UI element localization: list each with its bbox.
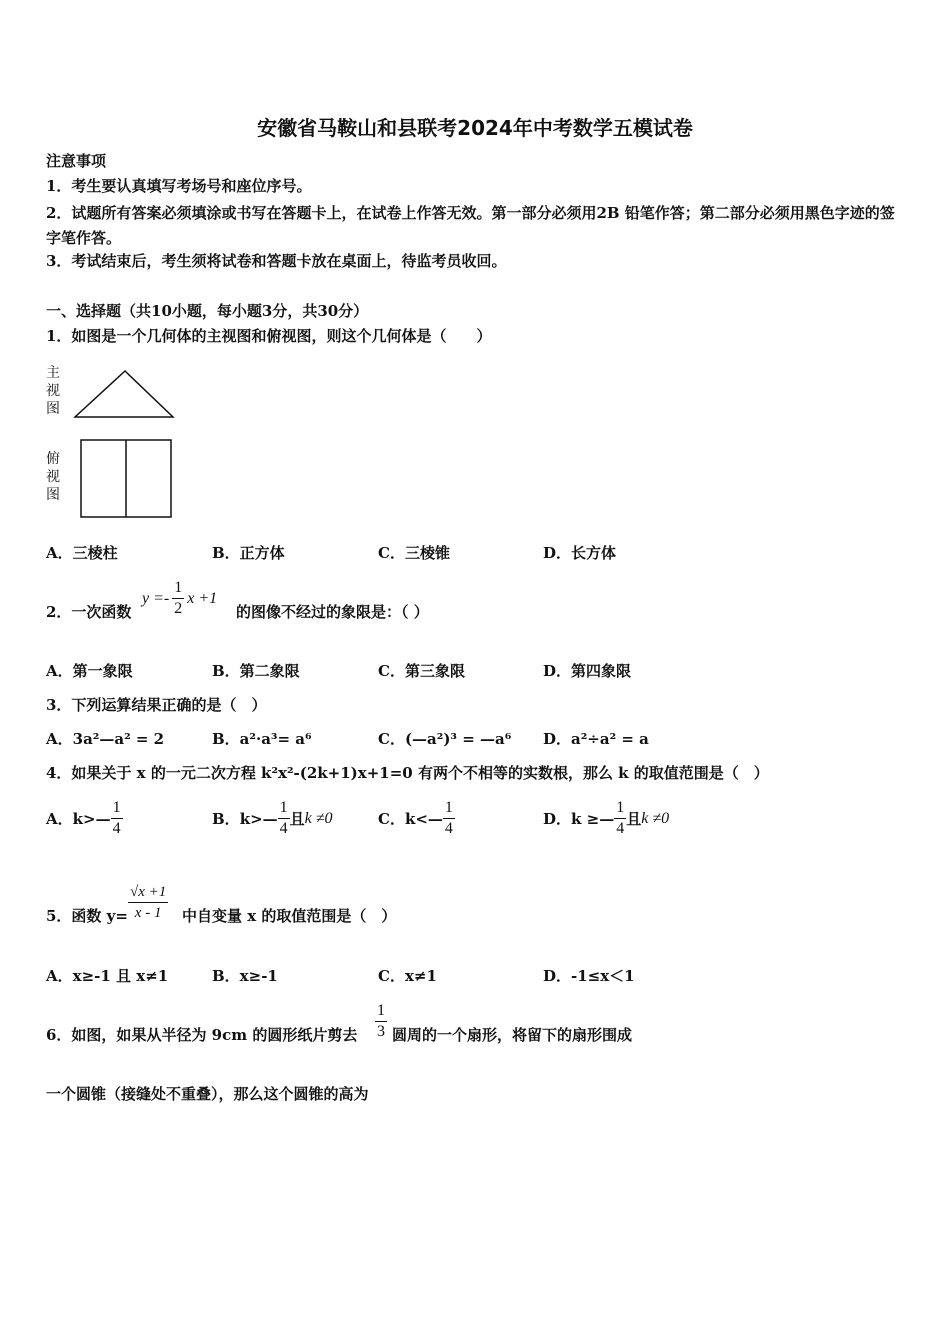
- q4-option-c-expr: k<—: [404, 809, 443, 828]
- q4-option-b-kne: k ≠0: [304, 809, 333, 827]
- q6-line2: 一个圆锥（接缝处不重叠），那么这个圆锥的高为: [46, 1085, 369, 1103]
- q5-option-d: D．-1≤x＜1: [543, 967, 635, 985]
- q4-option-b-expr: k>—: [239, 809, 278, 828]
- q4-option-d-and: 且: [626, 809, 642, 828]
- q5-fraction: [128, 882, 168, 923]
- q4-option-d-label: D．: [543, 809, 572, 828]
- q4-option-d-expr: k ≥—: [571, 809, 615, 828]
- q3-stem: 3．下列运算结果正确的是（ ）: [46, 696, 267, 714]
- top-view-rectangle: [76, 436, 176, 522]
- q4-option-a-fraction: [111, 798, 123, 839]
- q2-fraction-den: 2: [174, 600, 183, 617]
- q1-option-c: C．三棱锥: [378, 544, 450, 562]
- q4-option-c: [378, 798, 455, 839]
- q4-option-a-label: A．: [46, 809, 73, 828]
- notice-item-1: 1．考生要认真填写考场号和座位序号。: [46, 177, 312, 195]
- q4-option-d-fraction: [614, 798, 626, 839]
- q5-option-c: C．x≠1: [378, 967, 437, 985]
- q3-option-d: D．a²÷a² = a: [543, 730, 649, 748]
- front-view-triangle: [70, 365, 180, 423]
- q2-prefix: 2．一次函数: [46, 603, 132, 621]
- q4-option-a-expr: k>—: [72, 809, 111, 828]
- notice-item-3: 3．考试结束后，考生须将试卷和答题卡放在桌面上，待监考员收回。: [46, 252, 507, 270]
- q6-fraction-num: 1: [377, 1002, 385, 1019]
- q5-suffix: 中自变量 x 的取值范围是（ ）: [182, 907, 397, 925]
- q2-option-b: B．第二象限: [212, 662, 300, 680]
- q6-prefix: 6．如图，如果从半径为 9cm 的圆形纸片剪去: [46, 1026, 358, 1044]
- q1-option-d: D．长方体: [543, 544, 617, 562]
- q1-stem: 1．如图是一个几何体的主视图和俯视图，则这个几何体是（ ）: [46, 327, 492, 345]
- q5-fraction-num: √x +1: [130, 884, 167, 900]
- q6-fraction: [375, 1001, 387, 1042]
- q1-option-b: B．正方体: [212, 544, 285, 562]
- q4-option-c-label: C．: [378, 809, 405, 828]
- q4-option-c-den: 4: [444, 820, 453, 837]
- q4-option-d-num: 1: [616, 799, 625, 816]
- q2-suffix: 的图像不经过的象限是：（ ）: [236, 603, 429, 621]
- q5-option-a: A．x≥-1 且 x≠1: [46, 967, 169, 985]
- q2-option-d: D．第四象限: [543, 662, 632, 680]
- q4-option-a-num: 1: [112, 799, 121, 816]
- q5-fraction-den: x - 1: [128, 902, 168, 923]
- q4-option-c-num: 1: [444, 799, 453, 816]
- front-view-label: 主视图: [46, 365, 60, 417]
- q2-fraction: [172, 578, 184, 619]
- q2-formula: [142, 578, 217, 619]
- q2-formula-rhs: x +1: [187, 589, 218, 607]
- section-heading: 一、选择题（共10小题，每小题3分，共30分）: [46, 302, 369, 320]
- q4-option-a-den: 4: [112, 820, 121, 837]
- q5-prefix: 5．函数 y=: [46, 907, 128, 925]
- q3-option-b: B．a²·a³= a⁶: [212, 730, 312, 748]
- page-title: 安徽省马鞍山和县联考2024年中考数学五模试卷: [257, 116, 693, 140]
- q4-option-d-kne: k ≠0: [641, 809, 670, 827]
- q4-option-d: [543, 798, 669, 839]
- q4-option-b-and: 且: [289, 809, 305, 828]
- q4-option-b-den: 4: [279, 820, 288, 837]
- notice-heading: 注意事项: [46, 152, 107, 170]
- notice-item-2: 2．试题所有答案必须填涂或书写在答题卡上，在试卷上作答无效。第一部分必须用2B 铅笔作答；第二部分必须用黑色字迹的签字笔作答。: [46, 204, 895, 247]
- q5-option-b: B．x≥-1: [212, 967, 278, 985]
- top-view-label: 俯视图: [46, 451, 60, 503]
- q2-fraction-num: 1: [174, 579, 183, 596]
- q6-fraction-den: 3: [377, 1023, 385, 1040]
- q4-option-d-den: 4: [616, 820, 625, 837]
- q4-option-b-label: B．: [212, 809, 240, 828]
- q2-formula-lhs: y =-: [142, 589, 170, 607]
- q3-option-a: A．3a²—a² = 2: [46, 730, 165, 748]
- q4-option-b: [212, 798, 333, 839]
- q2-option-a: A．第一象限: [46, 662, 133, 680]
- q4-option-b-fraction: [278, 798, 290, 839]
- q4-option-a: [46, 798, 123, 839]
- q6-suffix: 圆周的一个扇形，将留下的扇形围成: [392, 1026, 633, 1044]
- q4-stem: 4．如果关于 x 的一元二次方程 k²x²-(2k+1)x+1=0 有两个不相等的实数根，那么 k 的取值范围是（ ）: [46, 764, 769, 782]
- q4-option-c-fraction: [443, 798, 455, 839]
- q2-option-c: C．第三象限: [378, 662, 465, 680]
- q3-option-c: C．(—a²)³ = —a⁶: [378, 730, 512, 748]
- q1-option-a: A．三棱柱: [46, 544, 118, 562]
- q4-option-b-num: 1: [279, 799, 288, 816]
